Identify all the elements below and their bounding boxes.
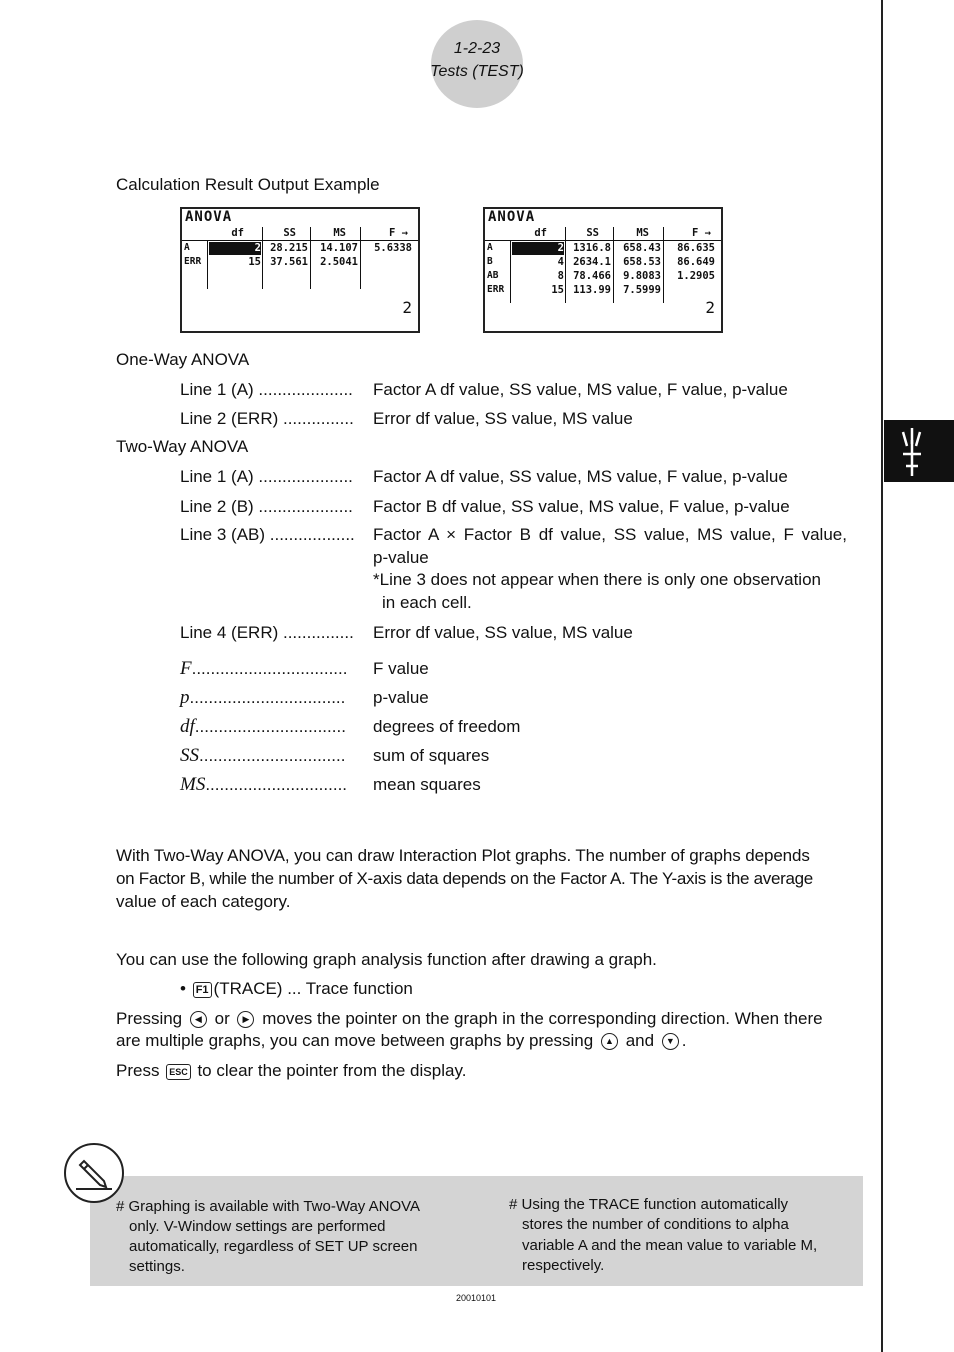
line-label: Line 3 (AB) .................. — [180, 525, 355, 544]
paragraph-line: on Factor B, while the number of X-axis data depends on the Factor A. The Y-axis is the average — [116, 869, 813, 888]
note-right-line: stores the number of conditions to alpha — [522, 1216, 789, 1233]
glossary-item — [180, 745, 345, 767]
row-label: ERR — [487, 284, 505, 295]
col-divider — [310, 227, 311, 289]
press-esc-line — [116, 1061, 466, 1081]
col-header: SS — [283, 227, 296, 239]
cell: 14.107 — [320, 242, 358, 254]
glossary-def: F value — [373, 659, 429, 678]
row-label: A — [184, 242, 190, 253]
cell: 113.99 — [573, 284, 611, 296]
cell: 15 — [551, 284, 564, 296]
cell: 2634.1 — [573, 256, 611, 268]
text: and — [625, 1031, 655, 1050]
glossary-dots: ............................... — [199, 746, 346, 765]
line-label: Line 2 (B) .................... — [180, 497, 353, 516]
cell: 1316.8 — [573, 242, 611, 254]
glossary-def: sum of squares — [373, 746, 490, 765]
glossary-term: F — [180, 658, 192, 679]
line-desc: Error df value, SS value, MS value — [373, 409, 633, 428]
line-desc: Factor A df value, SS value, MS value, F value, p-value — [373, 467, 788, 486]
cell: 37.561 — [270, 256, 308, 268]
line3-note: in each cell. — [382, 593, 472, 612]
bullet-text: (TRACE) ... Trace function — [213, 979, 413, 998]
chapter-tab — [884, 420, 954, 482]
glossary-item — [180, 716, 346, 738]
cursor-cell: 2 — [512, 242, 564, 255]
text: moves the pointer on the graph in the corresponding direction. When there — [262, 1009, 823, 1028]
glossary-item — [180, 687, 345, 709]
glossary-item — [180, 774, 347, 796]
col-divider — [663, 227, 664, 303]
cell: 658.43 — [623, 242, 661, 254]
col-header: df — [534, 227, 547, 239]
cell: 7.5999 — [623, 284, 661, 296]
glossary-dots: ................................. — [189, 688, 346, 707]
line-label: Line 4 (ERR) ............... — [180, 623, 354, 642]
col-header: df — [231, 227, 244, 239]
glossary-item — [180, 658, 347, 680]
example-title: Calculation Result Output Example — [116, 175, 380, 194]
pressing-line-1 — [116, 1009, 823, 1029]
col-header: F → — [389, 227, 408, 239]
glossary-def: mean squares — [373, 775, 481, 794]
up-arrow-key-icon: ▲ — [601, 1033, 618, 1050]
row-label: ERR — [184, 256, 202, 267]
note-right-line: variable A and the mean value to variable M, — [522, 1237, 818, 1254]
down-arrow-key-icon: ▼ — [662, 1033, 679, 1050]
line-label: Line 1 (A) .................... — [180, 380, 353, 399]
row-label: B — [487, 256, 493, 267]
cell: 15 — [248, 256, 261, 268]
bullet-dot: • — [180, 979, 186, 998]
text: Pressing — [116, 1009, 183, 1028]
cell: 28.215 — [270, 242, 308, 254]
screen-title: ANOVA — [488, 209, 536, 225]
one-way-heading: One-Way ANOVA — [116, 350, 250, 369]
cell: 5.6338 — [374, 242, 412, 254]
paragraph-graph-analysis: You can use the following graph analysis function after drawing a graph. — [116, 950, 657, 969]
cell: 8 — [557, 270, 564, 282]
col-header: SS — [586, 227, 599, 239]
line-desc-cont: p-value — [373, 548, 429, 567]
page-indicator: 2 — [402, 298, 412, 317]
line-label: Line 1 (A) .................... — [180, 467, 353, 486]
f1-key-icon: F1 — [193, 982, 212, 998]
glossary-term: p — [180, 687, 190, 708]
glossary-def: degrees of freedom — [373, 717, 521, 736]
glossary-dots: ................................. — [191, 659, 348, 678]
bullet-trace — [180, 979, 413, 999]
header-divider — [182, 240, 418, 241]
note-left-line: only. V-Window settings are performed — [129, 1218, 386, 1235]
col-header: F → — [692, 227, 711, 239]
col-divider — [262, 227, 263, 289]
text: to clear the pointer from the display. — [197, 1061, 467, 1080]
footer-code: 20010101 — [455, 1293, 497, 1303]
glossary-def: p-value — [373, 688, 429, 707]
line-desc: Factor B df value, SS value, MS value, F value, p-value — [373, 497, 790, 516]
page-number: 1-2-23 — [453, 40, 501, 57]
paragraph-line: value of each category. — [116, 892, 291, 911]
cell: 2.5041 — [320, 256, 358, 268]
cell: 78.466 — [573, 270, 611, 282]
note-left-line: # Graphing is available with Two-Way ANOVA — [116, 1198, 421, 1215]
esc-key-icon: ESC — [166, 1064, 191, 1080]
glossary-term: MS — [180, 774, 206, 795]
two-way-heading: Two-Way ANOVA — [116, 437, 249, 456]
right-arrow-key-icon: ▶ — [237, 1011, 254, 1028]
col-divider — [613, 227, 614, 303]
cell: 86.635 — [677, 242, 715, 254]
left-arrow-key-icon: ◀ — [190, 1011, 207, 1028]
glossary-dots: ................................ — [194, 717, 346, 736]
cell: 86.649 — [677, 256, 715, 268]
glossary-dots: .............................. — [205, 775, 348, 794]
calculator-screen-one-way — [180, 207, 420, 333]
text: are multiple graphs, you can move between graphs by pressing — [116, 1031, 594, 1050]
note-left-line: settings. — [129, 1258, 185, 1275]
line-desc: Error df value, SS value, MS value — [373, 623, 633, 642]
col-header: MS — [636, 227, 649, 239]
glossary-term: df — [180, 716, 195, 737]
line-desc: Factor A df value, SS value, MS value, F value, p-value — [373, 380, 788, 399]
note-left-line: automatically, regardless of SET UP screen — [129, 1238, 418, 1255]
section-title: Tests (TEST) — [430, 63, 524, 80]
text: or — [214, 1009, 230, 1028]
col-divider — [360, 227, 361, 289]
cell: 658.53 — [623, 256, 661, 268]
screen-title: ANOVA — [185, 209, 233, 225]
line-desc: Factor A × Factor B df value, SS value, MS value, F value, — [373, 525, 847, 544]
col-divider — [565, 227, 566, 303]
label-divider — [510, 241, 511, 303]
pressing-line-2 — [116, 1031, 687, 1051]
col-header: MS — [333, 227, 346, 239]
label-divider — [207, 241, 208, 289]
page-edge-rule — [881, 0, 883, 1352]
pencil-icon — [64, 1143, 124, 1203]
line-label: Line 2 (ERR) ............... — [180, 409, 354, 428]
note-right-line: respectively. — [522, 1257, 605, 1274]
glossary-term: SS — [180, 745, 199, 766]
calculator-screen-two-way — [483, 207, 723, 333]
text: Press — [116, 1061, 160, 1080]
cell: 4 — [557, 256, 564, 268]
cursor-cell: 2 — [209, 242, 261, 255]
statistics-chapter-icon — [884, 420, 954, 482]
paragraph-line: With Two-Way ANOVA, you can draw Interaction Plot graphs. The number of graphs depends — [116, 846, 810, 865]
row-label: A — [487, 242, 493, 253]
cell: 1.2905 — [677, 270, 715, 282]
row-label: AB — [487, 270, 499, 281]
header-divider — [485, 240, 721, 241]
cell: 9.8083 — [623, 270, 661, 282]
line3-note: *Line 3 does not appear when there is only one observation — [373, 570, 821, 589]
text: . — [681, 1031, 687, 1050]
page-indicator: 2 — [705, 298, 715, 317]
note-right-line: # Using the TRACE function automatically — [509, 1196, 789, 1213]
